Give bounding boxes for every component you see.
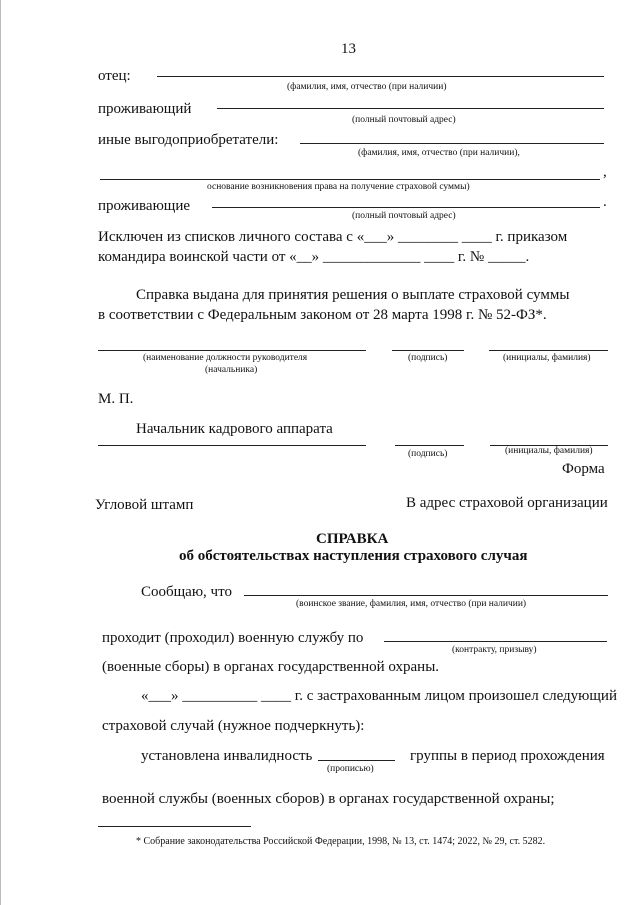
scan-edge: [0, 0, 1, 905]
residing2-hint: (полный почтовый адрес): [352, 211, 456, 221]
issued-line2: в соответствии с Федеральным законом от 28 марта 1998 г. № 52-ФЗ*.: [98, 307, 547, 323]
footnote-separator: [98, 826, 251, 827]
event-line1: «___» __________ ____ г. с застрахованным лицом произошел следующий: [141, 688, 617, 704]
corner-stamp: Угловой штамп: [95, 497, 194, 513]
addressee: В адрес страховой организации: [406, 495, 608, 511]
page-number: 13: [341, 41, 356, 57]
initials-hint: (инициалы, фамилия): [503, 353, 591, 363]
signature-hint-2: (подпись): [408, 449, 448, 459]
initials-line[interactable]: [489, 350, 608, 351]
position-line[interactable]: [98, 350, 366, 351]
disability-suffix: группы в период прохождения: [410, 748, 605, 764]
seal-place: М. П.: [98, 391, 134, 407]
document-subtitle: об обстоятельствах наступления страхового случая: [179, 548, 528, 564]
signature-hint: (подпись): [408, 353, 448, 363]
position-hint-2: (начальника): [205, 365, 258, 375]
residing2-dot: .: [603, 194, 607, 210]
report-label: Сообщаю, что: [141, 584, 232, 600]
basis-comma: ,: [603, 164, 607, 180]
father-label: отец:: [98, 68, 131, 84]
hr-head-title: Начальник кадрового аппарата: [136, 421, 333, 437]
father-hint: (фамилия, имя, отчество (при наличии): [287, 82, 447, 92]
basis-hint: основание возникновения права на получение страховой суммы): [207, 182, 470, 192]
signature-line-2[interactable]: [395, 445, 464, 446]
disability-prefix: установлена инвалидность: [141, 748, 313, 764]
hr-head-line[interactable]: [98, 445, 366, 446]
initials-hint-2: (инициалы, фамилия): [505, 446, 593, 456]
position-hint: (наименование должности руководителя: [143, 353, 308, 363]
residing-hint: (полный почтовый адрес): [352, 115, 456, 125]
disability-group-line[interactable]: [318, 760, 395, 761]
service-hint: (контракту, призыву): [452, 645, 537, 655]
beneficiaries-hint: (фамилия, имя, отчество (при наличии),: [358, 148, 520, 158]
document-title: СПРАВКА: [316, 531, 389, 547]
beneficiaries-label: иные выгодоприобретатели:: [98, 132, 279, 148]
residing2-label: проживающие: [98, 198, 191, 214]
report-hint: (воинское звание, фамилия, имя, отчество (при наличии): [296, 599, 527, 609]
excluded-line2: командира воинской части от «__» _____________ ____ г. № _____.: [98, 249, 530, 265]
service-line1: проходит (проходил) военную службу по: [102, 630, 364, 646]
issued-line1: Справка выдана для принятия решения о выплате страховой суммы: [136, 287, 570, 303]
beneficiaries-line[interactable]: [300, 143, 604, 144]
service-line2: (военные сборы) в органах государственной охраны.: [102, 659, 440, 675]
residing-line[interactable]: [217, 108, 604, 109]
form-label: Форма: [562, 461, 605, 477]
report-line[interactable]: [244, 595, 608, 596]
signature-line[interactable]: [392, 350, 464, 351]
disability-hint: (прописью): [327, 764, 374, 774]
excluded-line1: Исключен из списков личного состава с «___» ________ ____ г. приказом: [98, 229, 568, 245]
event-line2: страховой случай (нужное подчеркнуть):: [102, 718, 365, 734]
residing-label: проживающий: [98, 101, 192, 117]
service-line[interactable]: [384, 641, 607, 642]
disability-line2: военной службы (военных сборов) в органах государственной охраны;: [102, 791, 555, 807]
basis-line[interactable]: [100, 179, 600, 180]
footnote: * Собрание законодательства Российской Федерации, 1998, № 13, ст. 1474; 2022, № 29, ст. 5282.: [136, 836, 546, 847]
father-line[interactable]: [157, 76, 604, 77]
residing2-line[interactable]: [212, 207, 600, 208]
